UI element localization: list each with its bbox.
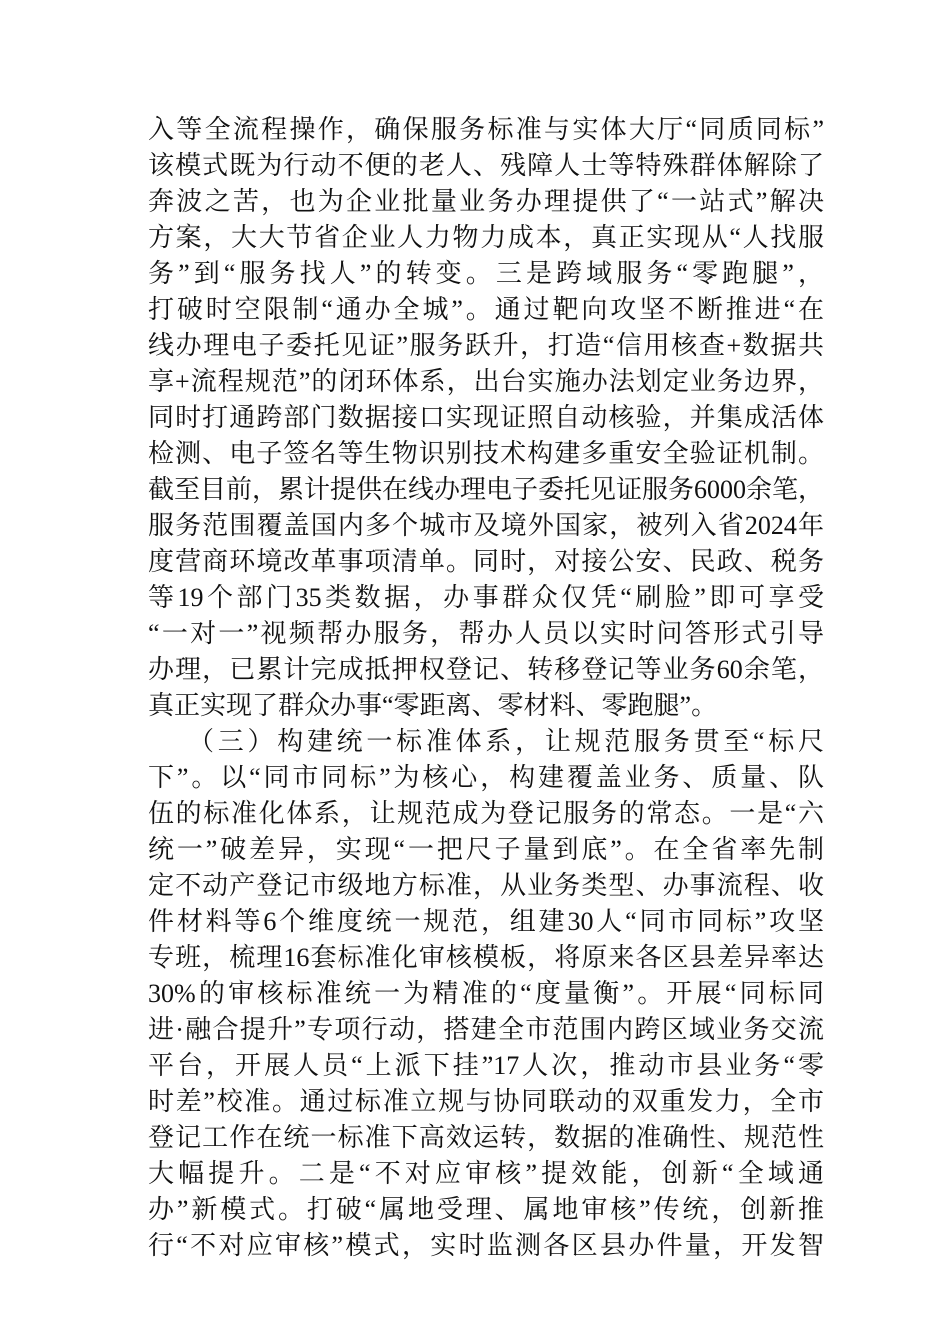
paragraph-line: 享+流程规范”的闭环体系，出台实施办法划定业务边界， xyxy=(148,367,824,396)
paragraph-line: 下”。以“同市同标”为核心，构建覆盖业务、质量、队 xyxy=(148,763,824,792)
paragraph-line: 伍的标准化体系，让规范成为登记服务的常态。一是“六 xyxy=(148,799,824,828)
paragraph-line: 度营商环境改革事项清单。同时，对接公安、民政、税务 xyxy=(148,547,824,576)
paragraph-line: 务”到“服务找人”的转变。三是跨域服务“零跑腿”， xyxy=(148,259,824,288)
paragraph-line: 时差”校准。通过标准立规与协同联动的双重发力，全市 xyxy=(148,1087,824,1116)
paragraph-line: 专班，梳理16套标准化审核模板，将原来各区县差异率达 xyxy=(148,943,824,972)
paragraph-line: 服务范围覆盖国内多个城市及境外国家，被列入省2024年 xyxy=(148,511,824,540)
paragraph-line: 30%的审核标准统一为精准的“度量衡”。开展“同标同 xyxy=(148,979,824,1008)
paragraph-line: 该模式既为行动不便的老人、残障人士等特殊群体解除了 xyxy=(148,151,824,180)
paragraph-line: 奔波之苦，也为企业批量业务办理提供了“一站式”解决 xyxy=(148,187,824,216)
paragraph-line: “一对一”视频帮办服务，帮办人员以实时问答形式引导 xyxy=(148,619,824,648)
paragraph-line: 办理，已累计完成抵押权登记、转移登记等业务60余笔， xyxy=(148,655,824,684)
paragraph-line: 截至目前，累计提供在线办理电子委托见证服务6000余笔， xyxy=(148,475,825,504)
paragraph-line: 入等全流程操作，确保服务标准与实体大厅“同质同标” xyxy=(148,115,824,144)
paragraph-line: 登记工作在统一标准下高效运转，数据的准确性、规范性 xyxy=(148,1123,824,1152)
paragraph-line: 打破时空限制“通办全城”。通过靶向攻坚不断推进“在 xyxy=(148,295,824,324)
paragraph-line: 等19个部门35类数据，办事群众仅凭“刷脸”即可享受 xyxy=(148,583,824,612)
paragraph-line: 进·融合提升”专项行动，搭建全市范围内跨区域业务交流 xyxy=(148,1015,824,1044)
paragraph-line: 统一”破差异，实现“一把尺子量到底”。在全省率先制 xyxy=(148,835,824,864)
paragraph-line: 线办理电子委托见证”服务跃升，打造“信用核查+数据共 xyxy=(148,331,824,360)
paragraph-line: 行“不对应审核”模式，实时监测各区县办件量，开发智 xyxy=(148,1231,824,1260)
paragraph-line: 办”新模式。打破“属地受理、属地审核”传统，创新推 xyxy=(148,1195,824,1224)
paragraph-line: 件材料等6个维度统一规范，组建30人“同市同标”攻坚 xyxy=(148,907,824,936)
section-heading-line: （三）构建统一标准体系，让规范服务贯至“标尺 xyxy=(188,727,824,756)
document-page xyxy=(148,112,824,1264)
paragraph-line: 大幅提升。二是“不对应审核”提效能，创新“全域通 xyxy=(148,1159,824,1188)
paragraph-line: 平台，开展人员“上派下挂”17人次，推动市县业务“零 xyxy=(148,1051,824,1080)
paragraph-line: 方案，大大节省企业人力物力成本，真正实现从“人找服 xyxy=(148,223,824,252)
paragraph-line: 真正实现了群众办事“零距离、零材料、零跑腿”。 xyxy=(148,691,718,720)
paragraph-line: 检测、电子签名等生物识别技术构建多重安全验证机制。 xyxy=(148,439,824,468)
paragraph-line: 同时打通跨部门数据接口实现证照自动核验，并集成活体 xyxy=(148,403,824,432)
paragraph-line: 定不动产登记市级地方标准，从业务类型、办事流程、收 xyxy=(148,871,824,900)
